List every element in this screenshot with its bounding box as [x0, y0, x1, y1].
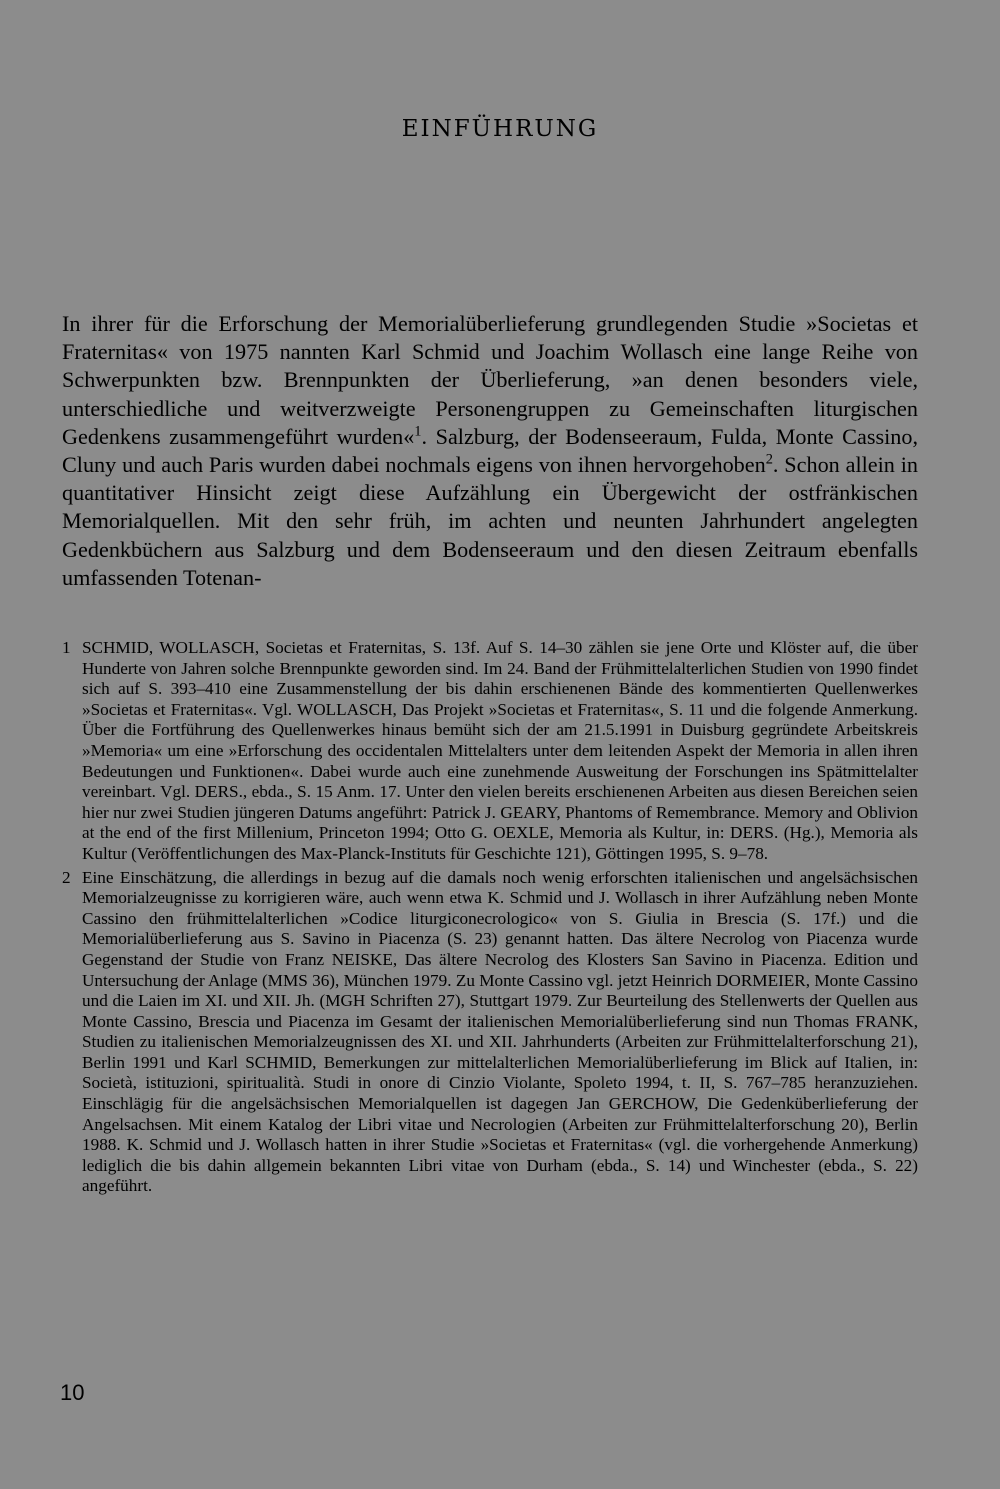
footnote-reference-1: 1: [414, 423, 422, 440]
footnote-text: SCHMID, WOLLASCH, Societas et Fraternitas, S. 13f. Auf S. 14–30 zählen sie jene Orte und Klöster auf, die über Hunderte von Jahren solche Brennpunkte geworden sind. Im 24. Band der Frühmittelalterlichen Studien von 1990 findet sich auf S. 393–410 eine Zusammenstellung der bis dahin erschienenen Bände des kommentierten Quellenwerkes »Societas et Fraternitas«. Vgl. WOLLASCH, Das Projekt »Societas et Fraternitas«, S. 11 und die folgende Anmerkung. Über die Fortführung des Quellenwerkes hinaus bemüht sich der am 21.5.1991 in Duisburg gegründete Arbeitskreis »Memoria« um eine »Erforschung des occidentalen Mittelalters unter dem leitenden Aspekt der Memoria in allen ihren Bedeutungen und Funktionen«. Dabei wurde auch eine zunehmende Ausweitung der Forschungen ins Spätmittelalter vereinbart. Vgl. DERS., ebda., S. 15 Anm. 17. Unter den vielen bereits erschienenen Arbeiten aus diesen Bereichen seien hier nur zwei Studien jüngeren Datums angeführt: Patrick J. GEARY, Phantoms of Remembrance. Memory and Oblivion at the end of the first Millenium, Princeton 1994; Otto G. OEXLE, Memoria als Kultur, in: DERS. (Hg.), Memoria als Kultur (Veröffentlichungen des Max-Planck-Instituts für Geschichte 121), Göttingen 1995, S. 9–78.: [82, 638, 918, 863]
body-text-part-3: . Schon allein in quantitativer Hinsicht zeigt diese Aufzählung ein Übergewicht der ostfränkischen Memorialquellen. Mit den sehr früh, im achten und neunten Jahrhundert angelegten Gedenkbüchern aus Salzburg und dem Bodenseeraum und den diesen Zeitraum ebenfalls umfassenden Totenan-: [62, 452, 918, 590]
footnote-1: [62, 638, 918, 865]
chapter-title: EINFÜHRUNG: [401, 116, 599, 142]
body-text-part-2: . Salzburg, der Bodenseeraum, Fulda, Monte Cassino, Cluny und auch Paris wurden dabei nochmals eigens von ihnen hervorgehoben: [62, 423, 918, 478]
footnote-reference-2: 2: [765, 451, 773, 468]
footnote-text: Eine Einschätzung, die allerdings in bezug auf die damals noch wenig erforschten italienischen und angelsächsischen Memorialzeugnisse zu korrigieren wäre, auch wenn etwa K. Schmid und J. Wollasch in ihrer Aufzählung neben Monte Cassino den frühmittelalterlichen »Codice liturgiconecrologico« von S. Giulia in Brescia (S. 17f.) und die Memorialüberlieferung aus S. Savino in Piacenza (S. 23) genannt hatten. Das ältere Necrolog von Piacenza wurde Gegenstand der Studie von Franz NEISKE, Das ältere Necrolog des Klosters San Savino in Piacenza. Edition und Untersuchung der Anlage (MMS 36), München 1979. Zu Monte Cassino vgl. jetzt Heinrich DORMEIER, Monte Cassino und die Laien im XI. und XII. Jh. (MGH Schriften 27), Stuttgart 1979. Zur Beurteilung des Stellenwerts der Quellen aus Monte Cassino, Brescia und Piacenza im Gesamt der italienischen Memorialüberlieferung sind nun Thomas FRANK, Studien zu italienischen Memorialzeugnissen des XI. und XII. Jahrhunderts (Arbeiten zur Frühmittelalterforschung 21), Berlin 1991 und Karl SCHMID, Bemerkungen zur mittelalterlichen Memorialüberlieferung im Blick auf Italien, in: Società, istituzioni, spiritualità. Studi in onore di Cinzio Violante, Spoleto 1994, t. II, S. 767–785 heranzuziehen. Einschlägig für die angelsächsischen Memorialquellen ist dagegen Jan GERCHOW, Die Gedenküberlieferung der Angelsachsen. Mit einem Katalog der Libri vitae und Necrologien (Arbeiten zur Frühmittelalterforschung 20), Berlin 1988. K. Schmid und J. Wollasch hatten in ihrer Studie »Societas et Fraternitas« (vgl. die vorhergehende Anmerkung) lediglich die bis dahin allgemein bekannten Libri vitae von Durham (ebda., S. 14) und Winchester (ebda., S. 22) angeführt.: [82, 867, 918, 1196]
footnotes-section: [62, 638, 918, 1200]
body-paragraph: [62, 310, 918, 592]
page-number: 10: [60, 1380, 85, 1405]
footnote-number: 2: [62, 867, 71, 887]
footnote-2: [62, 868, 918, 1198]
body-text-part-1: In ihrer für die Erforschung der Memorialüberlieferung grundlegenden Studie »Societas et Fraternitas« von 1975 nannten Karl Schmid und Joachim Wollasch eine lange Reihe von Schwerpunkten bzw. Brennpunkten der Überlieferung, »an denen besonders viele, unterschiedliche und weitverzweigte Personengruppen zu Gemeinschaften liturgischen Gedenkens zusammengeführt wurden«: [62, 311, 918, 449]
footnote-number: 1: [62, 638, 71, 657]
